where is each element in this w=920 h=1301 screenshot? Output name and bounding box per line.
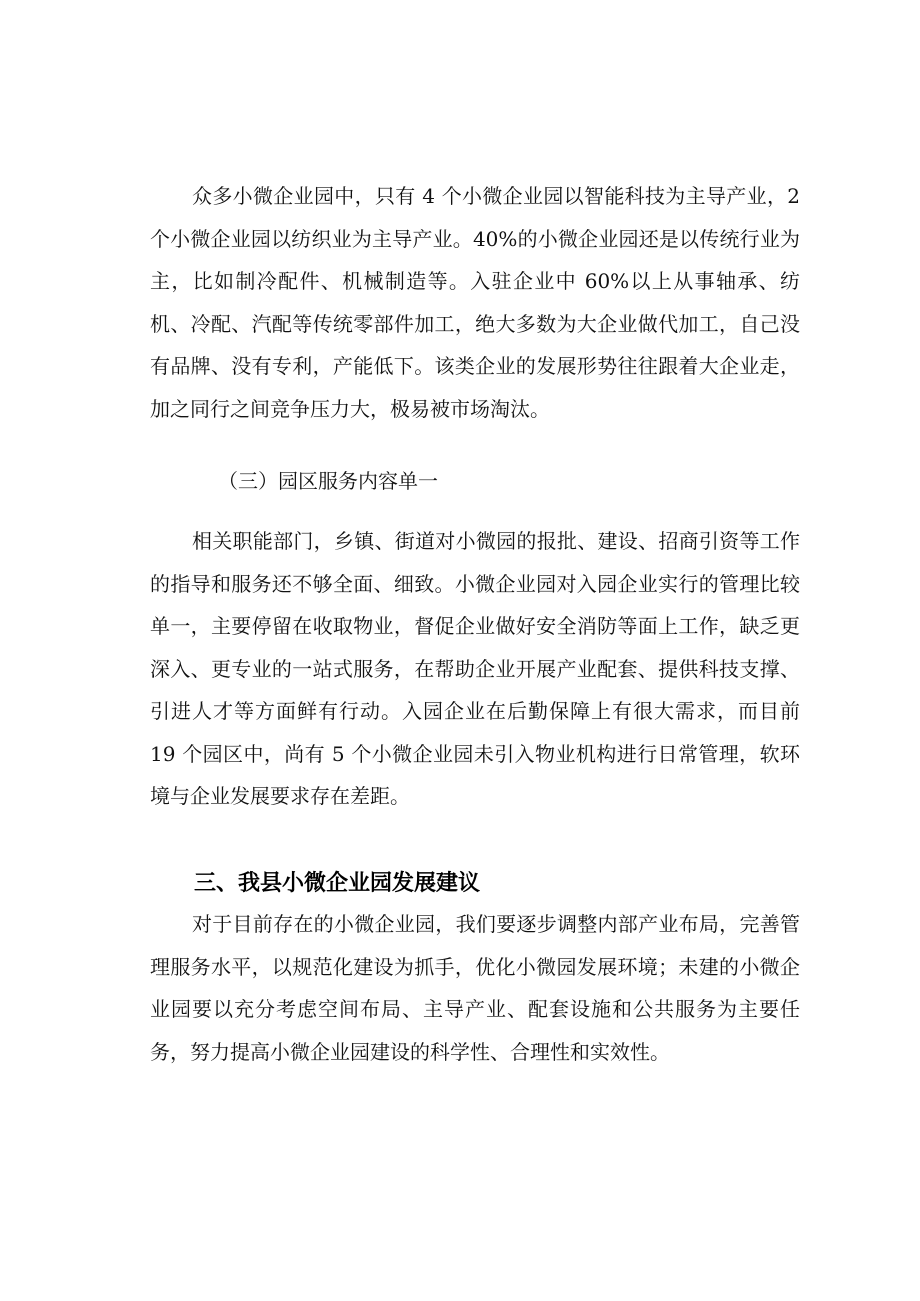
paragraph-industry-structure: 众多小微企业园中，只有 4 个小微企业园以智能科技为主导产业，2 个小微企业园以纺织业为主导产业。40%的小微企业园还是以传统行业为主，比如制冷配件、机械制造等。入驻企业中 60%以上从事轴承、纺机、冷配、汽配等传统零部件加工，绝大多数为大企业做代加工，自己没有品牌、没有专利，产能低下。该类企业的发展形势往往跟着大企业走，加之同行之间竞争压力大，极易被市场淘汰。 bbox=[150, 184, 800, 421]
section-heading-development-suggestions: 三、我县小微企业园发展建议 bbox=[194, 871, 481, 897]
paragraph-development-suggestions: 对于目前存在的小微企业园，我们要逐步调整内部产业布局，完善管理服务水平，以规范化建设为抓手，优化小微园发展环境；未建的小微企业园要以充分考虑空间布局、主导产业、配套设施和公共服务为主要任务，努力提高小微企业园建设的科学性、合理性和实效性。 bbox=[150, 912, 800, 1064]
paragraph-park-services: 相关职能部门，乡镇、街道对小微园的报批、建设、招商引资等工作的指导和服务还不够全面、细致。小微企业园对入园企业实行的管理比较单一，主要停留在收取物业，督促企业做好安全消防等面上工作，缺乏更深入、更专业的一站式服务，在帮助企业开展产业配套、提供科技支撑、引进人才等方面鲜有行动。入园企业在后勤保障上有很大需求，而目前 19 个园区中，尚有 5 个小微企业园未引入物业机构进行日常管理，软环境与企业发展要求存在差距。 bbox=[150, 529, 800, 808]
subheading-service-content: （三）园区服务内容单一 bbox=[218, 469, 438, 493]
